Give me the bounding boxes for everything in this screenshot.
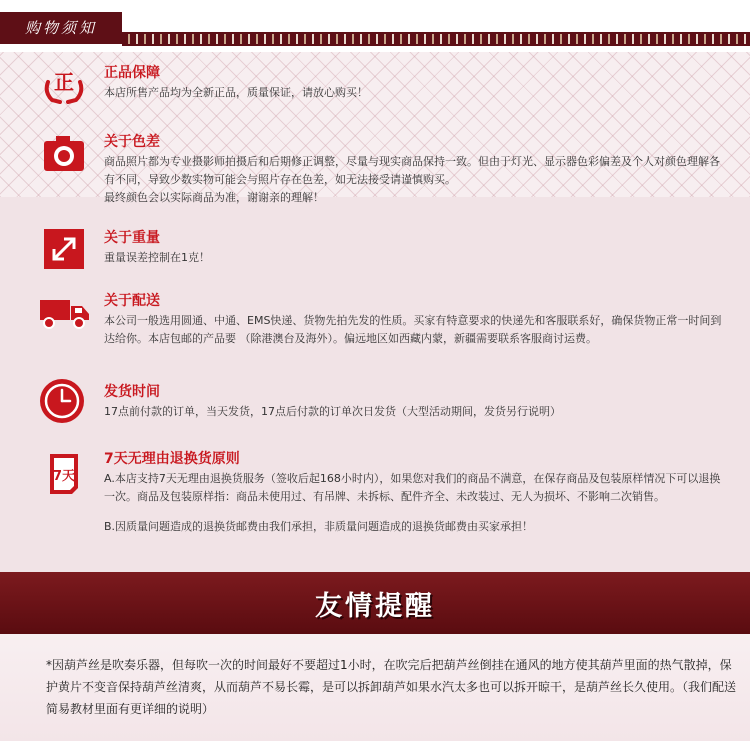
weight-icon xyxy=(42,227,86,271)
section-body xyxy=(104,84,726,102)
section-title: 7天无理由退换货原则 xyxy=(104,451,240,467)
section-line: 最终颜色会以实际商品为准，谢谢亲的理解！ xyxy=(104,191,324,204)
section-genuine xyxy=(0,62,750,110)
section-line: 本公司一般选用圆通、中通、EMS快递、货物先拍先发的性质。买家有特意要求的快递先和客服联系好，确保货物正常一时间到达给你。本店包邮的产品要 （除港澳台及海外）。偏远地区如西藏内蒙，新疆需要联系客服商讨运费。 xyxy=(104,314,722,345)
reminder-title: 友情提醒 xyxy=(315,590,435,622)
section-line: 本店所售产品均为全新正品，质量保证，请放心购买！ xyxy=(104,86,368,99)
section-title: 发货时间 xyxy=(104,384,160,400)
section-line: B.因质量问题造成的退换货邮费由我们承担，非质量问题造成的退换货邮费由买家承担！ xyxy=(104,520,534,533)
decorative-fret-border xyxy=(122,32,750,46)
section-line: A.本店支持7天无理由退换货服务（签收后起168小时内），如果您对我们的商品不满意，在保存商品及包装原样情况下可以退换一次。商品及包装原样指：商品未使用过、有吊牌、未拆标、配件齐全、未改装过、无人为损坏、不影响二次销售。 xyxy=(104,472,721,503)
genuine-icon-char: 正 xyxy=(54,70,74,94)
section-weight xyxy=(0,227,750,275)
section-body xyxy=(104,153,726,207)
section-body xyxy=(104,470,726,536)
camera-icon xyxy=(42,131,86,175)
reminder-text: *因葫芦丝是吹奏乐器，但每吹一次的时间最好不要超过1小时，在吹完后把葫芦丝倒挂在通风的地方使其葫芦里面的热气散掉，保护黄片不变音保持葫芦丝清爽，从而葫芦不易长霉，是可以拆卸葫芦如果水汽太多也可以拆开晾干，是葫芦丝长久使用。（我们配送简易教材里面有更详细的说明） xyxy=(46,658,737,716)
clock-icon xyxy=(38,377,86,425)
section-title: 关于重量 xyxy=(104,230,160,246)
section-body xyxy=(104,403,726,421)
section-body xyxy=(104,249,726,267)
header-bar xyxy=(0,0,750,52)
section-color xyxy=(0,131,750,206)
section-title: 关于配送 xyxy=(104,293,160,309)
section-line: 重量误差控制在1克！ xyxy=(104,251,210,264)
truck-icon xyxy=(40,292,90,336)
calendar-7-icon xyxy=(42,450,86,494)
section-title: 正品保障 xyxy=(104,65,160,81)
reminder-banner xyxy=(0,572,750,634)
section-return-policy xyxy=(0,448,750,563)
section-delivery xyxy=(0,290,750,370)
section-line: 商品照片都为专业摄影师拍摄后和后期修正调整，尽量与现实商品保持一致。但由于灯光、显示器色彩偏差及个人对颜色理解各有不同，导致少数实物可能会与照片存在色差，如无法接受请谨慎购买。 xyxy=(104,155,720,186)
section-title: 关于色差 xyxy=(104,134,160,150)
section-line: 17点前付款的订单，当天发货，17点后付款的订单次日发货（大型活动期间，发货另行说明） xyxy=(104,405,561,418)
section-body xyxy=(104,312,726,348)
section-shipping-time xyxy=(0,381,750,429)
genuine-icon xyxy=(42,62,86,106)
calendar-icon-char: 7天 xyxy=(52,469,76,484)
page-title: 购物须知 xyxy=(0,12,122,44)
